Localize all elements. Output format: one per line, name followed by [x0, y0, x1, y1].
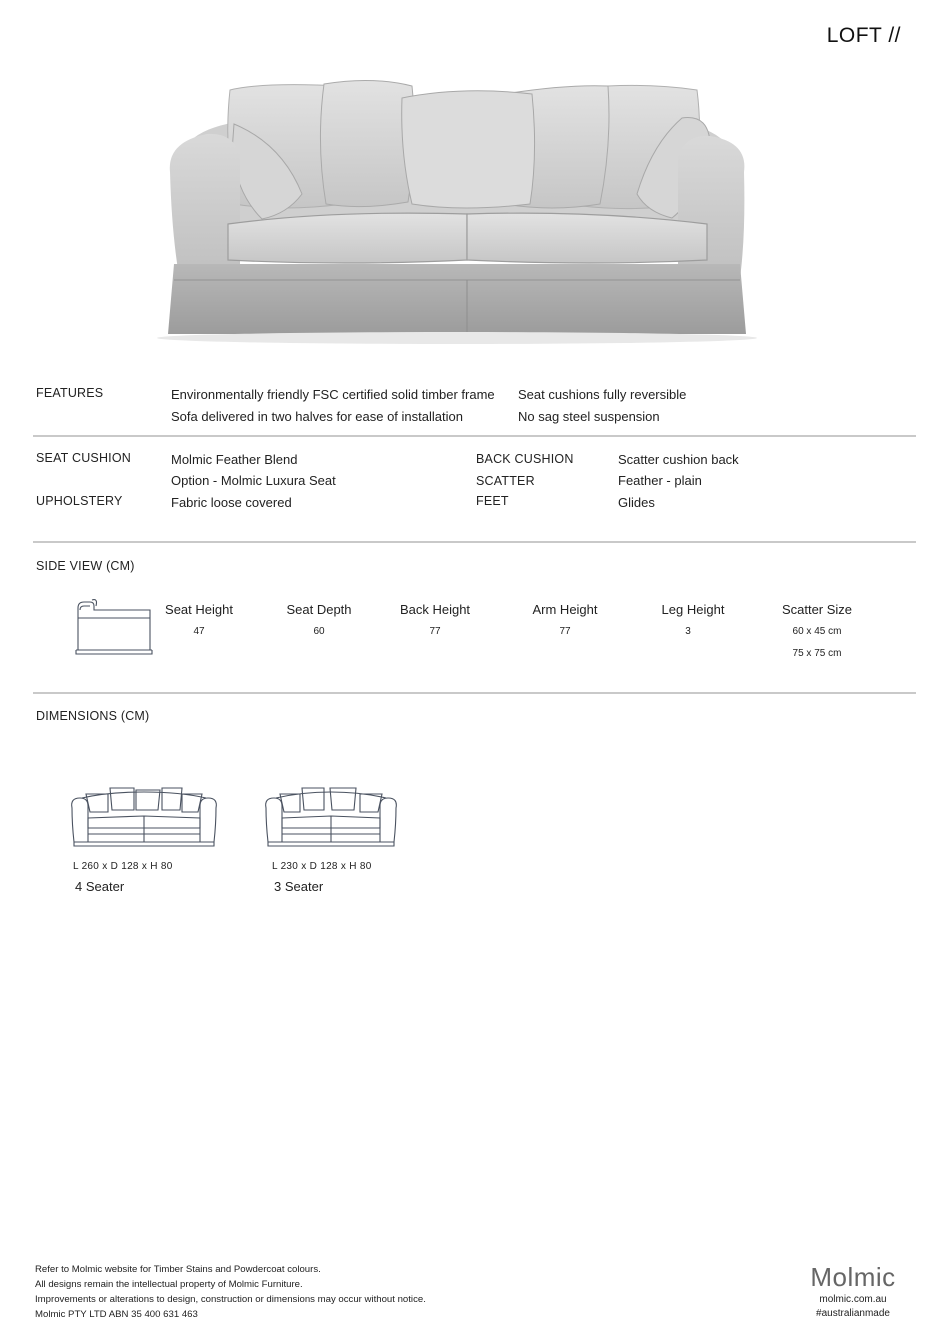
side-view-label: SIDE VIEW (CM)	[36, 559, 135, 573]
scatter-size-value: 60 x 45 cm	[792, 626, 842, 637]
leg-height-value: 3	[685, 626, 691, 637]
footer-line: Molmic PTY LTD ABN 35 400 631 463	[35, 1309, 198, 1320]
scatter-value: Feather - plain	[618, 473, 702, 488]
brand-logo: Molmic	[810, 1262, 896, 1292]
back-cushion-value: Scatter cushion back	[618, 452, 739, 467]
footer-notes	[35, 1262, 426, 1322]
arm-height-value: 77	[559, 626, 571, 637]
back-cushion-label: BACK CUSHION	[476, 452, 574, 466]
four-seater-dimensions: L 260 x D 128 x H 80	[73, 861, 173, 872]
hashtag: #australianmade	[816, 1308, 890, 1319]
feature-item: Seat cushions fully reversible	[518, 387, 687, 402]
seat-height-value: 47	[193, 626, 205, 637]
seat-depth-value: 60	[313, 626, 325, 637]
seat-cushion-value: Molmic Feather Blend	[171, 452, 298, 467]
section-divider	[33, 541, 916, 543]
footer-line: All designs remain the intellectual property of Molmic Furniture.	[35, 1279, 303, 1290]
feature-item: No sag steel suspension	[518, 409, 660, 424]
back-height-value: 77	[429, 626, 441, 637]
four-seater-line-drawing-icon	[68, 784, 220, 850]
arm-height-heading: Arm Height	[532, 602, 598, 617]
upholstery-label: UPHOLSTERY	[36, 494, 123, 508]
feature-item: Sofa delivered in two halves for ease of installation	[171, 409, 463, 424]
page-title: LOFT //	[826, 24, 901, 47]
feet-label: FEET	[476, 494, 509, 508]
section-divider	[33, 435, 916, 437]
section-divider	[33, 692, 916, 694]
feature-item: Environmentally friendly FSC certified solid timber frame	[171, 387, 495, 402]
scatter-size-heading: Scatter Size	[781, 602, 853, 617]
sofa-product-image	[112, 44, 802, 356]
feet-value: Glides	[618, 495, 655, 510]
scatter-label: SCATTER	[476, 474, 535, 488]
upholstery-value: Fabric loose covered	[171, 495, 292, 510]
seat-cushion-option: Option - Molmic Luxura Seat	[171, 473, 336, 488]
footer-line: Improvements or alterations to design, construction or dimensions may occur without notice.	[35, 1294, 426, 1305]
seat-cushion-label: SEAT CUSHION	[36, 451, 132, 465]
features-label: FEATURES	[36, 386, 104, 400]
three-seater-line-drawing-icon	[262, 784, 400, 850]
website-link[interactable]: molmic.com.au	[819, 1294, 887, 1305]
brand-block	[798, 1262, 908, 1321]
scatter-size-value: 75 x 75 cm	[792, 648, 842, 659]
seat-depth-heading: Seat Depth	[286, 602, 352, 617]
footer-line: Refer to Molmic website for Timber Stains and Powdercoat colours.	[35, 1264, 321, 1275]
three-seater-label: 3 Seater	[274, 879, 324, 894]
seat-height-heading: Seat Height	[165, 602, 233, 617]
back-height-heading: Back Height	[399, 602, 471, 617]
three-seater-dimensions: L 230 x D 128 x H 80	[272, 861, 372, 872]
four-seater-label: 4 Seater	[75, 879, 125, 894]
dimensions-label: DIMENSIONS (CM)	[36, 709, 150, 723]
leg-height-heading: Leg Height	[661, 602, 725, 617]
